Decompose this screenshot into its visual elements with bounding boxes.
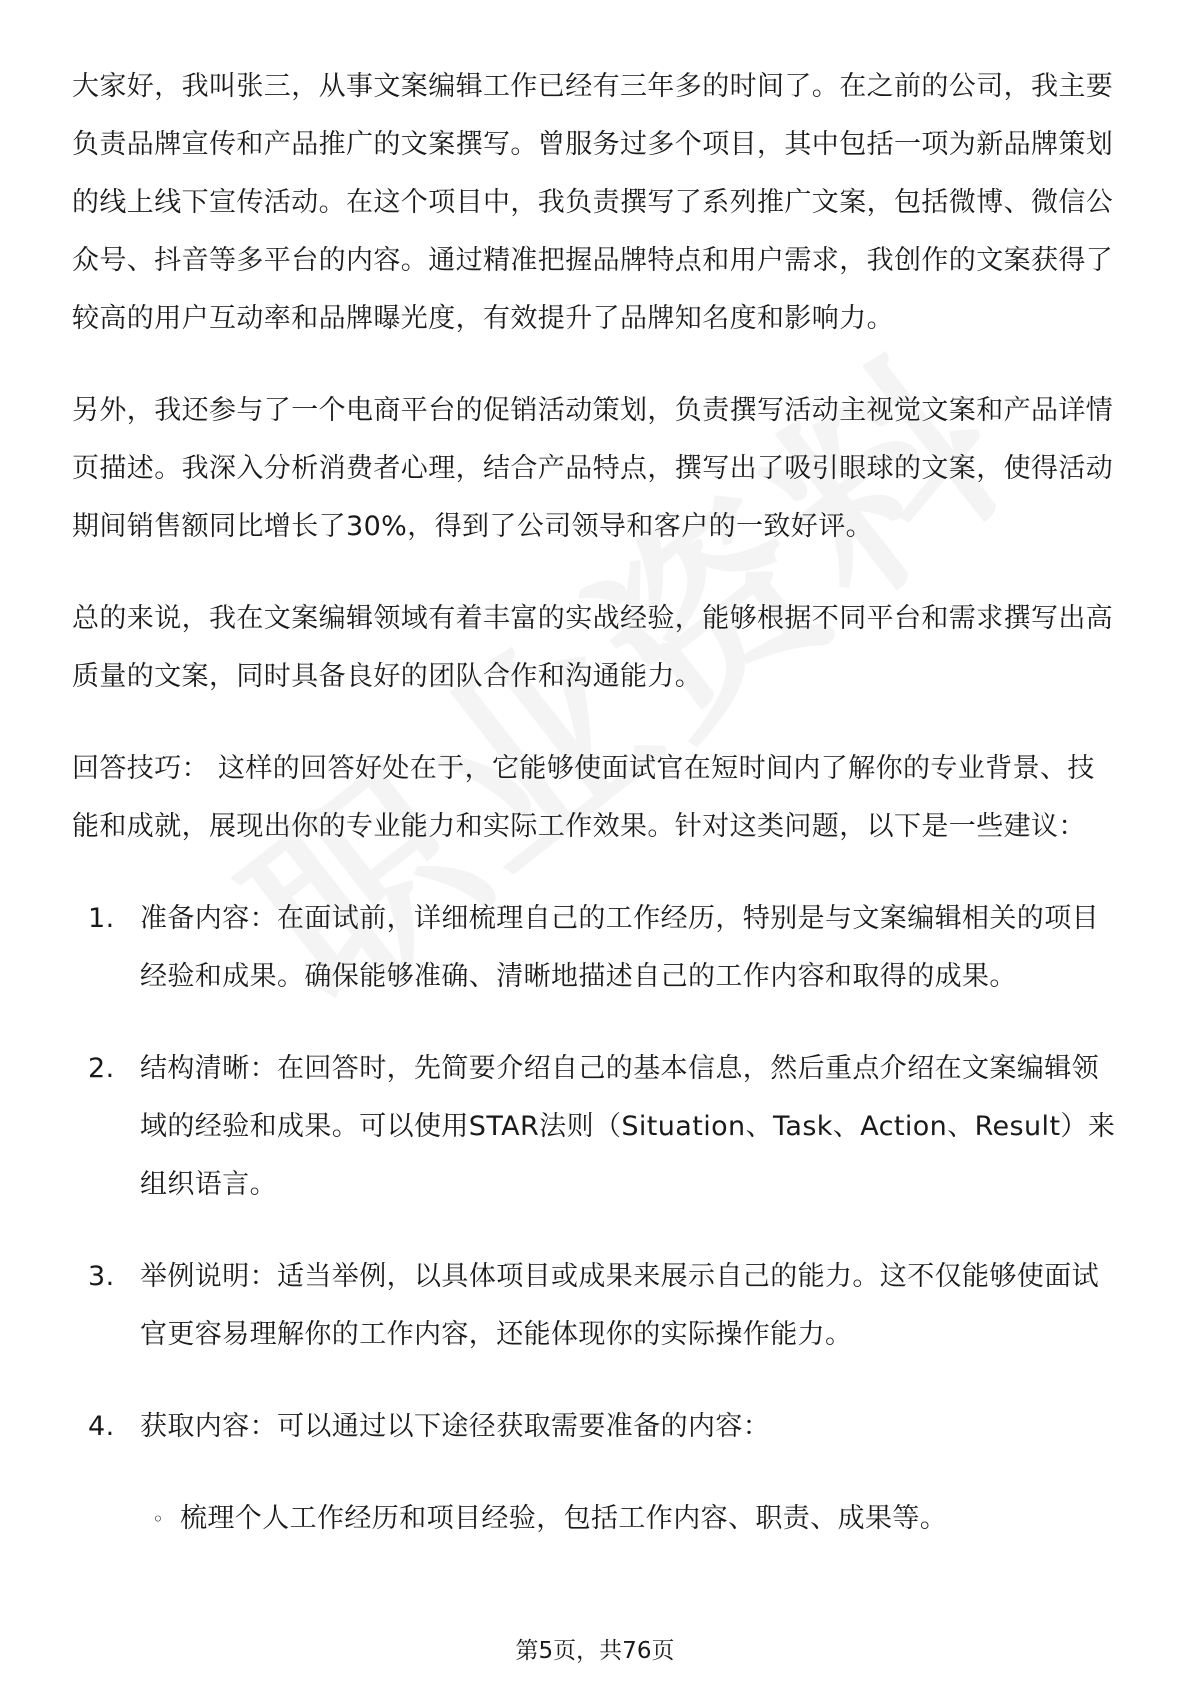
paragraph-ecommerce: 另外，我还参与了一个电商平台的促销活动策划，负责撰写活动主视觉文案和产品详情页描述。我深入分析消费者心理，结合产品特点，撰写出了吸引眼球的文案，使得活动期间销售额同比增长了30%，得到了公司领导和客户的一致好评。 <box>72 395 1114 542</box>
paragraph-tips: 回答技巧： 这样的回答好处在于，它能够使面试官在短时间内了解你的专业背景、技能和成就，展现出你的专业能力和实际工作效果。针对这类问题，以下是一些建议： <box>72 753 1095 842</box>
list-item <box>88 1248 1120 1364</box>
list-item <box>88 1040 1120 1214</box>
paragraph-summary: 总的来说，我在文案编辑领域有着丰富的实战经验，能够根据不同平台和需求撰写出高质量的文案，同时具备良好的团队合作和沟通能力。 <box>72 603 1114 692</box>
tips-list <box>72 890 1120 1456</box>
list-number: 2. <box>88 1053 115 1084</box>
list-number: 1. <box>88 903 115 934</box>
list-item-text: 准备内容：在面试前，详细梳理自己的工作经历，特别是与文案编辑相关的项目经验和成果。确保能够准确、清晰地描述自己的工作内容和取得的成果。 <box>140 903 1099 992</box>
paragraph-intro: 大家好，我叫张三，从事文案编辑工作已经有三年多的时间了。在之前的公司，我主要负责品牌宣传和产品推广的文案撰写。曾服务过多个项目，其中包括一项为新品牌策划的线上线下宣传活动。在这个项目中，我负责撰写了系列推广文案，包括微博、微信公众号、抖音等多平台的内容。通过精准把握品牌特点和用户需求，我创作的文案获得了较高的用户互动率和品牌曝光度，有效提升了品牌知名度和影响力。 <box>72 71 1114 334</box>
list-item-text: 获取内容：可以通过以下途径获取需要准备的内容： <box>140 1411 771 1442</box>
list-item <box>88 1398 1120 1456</box>
document-body <box>72 58 1120 1548</box>
list-number: 3. <box>88 1261 115 1292</box>
list-item-text: 结构清晰：在回答时，先简要介绍自己的基本信息，然后重点介绍在文案编辑领域的经验和成果。可以使用STAR法则（Situation、Task、Action、Result）来组织语言。 <box>140 1053 1116 1200</box>
sub-list-item-text: 梳理个人工作经历和项目经验，包括工作内容、职责、成果等。 <box>180 1503 948 1534</box>
bullet-icon: ◦ <box>152 1507 165 1531</box>
list-item <box>88 890 1120 1006</box>
list-item-text: 举例说明：适当举例，以具体项目或成果来展示自己的能力。这不仅能够使面试官更容易理解你的工作内容，还能体现你的实际操作能力。 <box>140 1261 1099 1350</box>
sub-list-item <box>152 1490 1120 1548</box>
list-number: 4. <box>88 1411 115 1442</box>
page-number: 第5页，共76页 <box>515 1638 675 1664</box>
